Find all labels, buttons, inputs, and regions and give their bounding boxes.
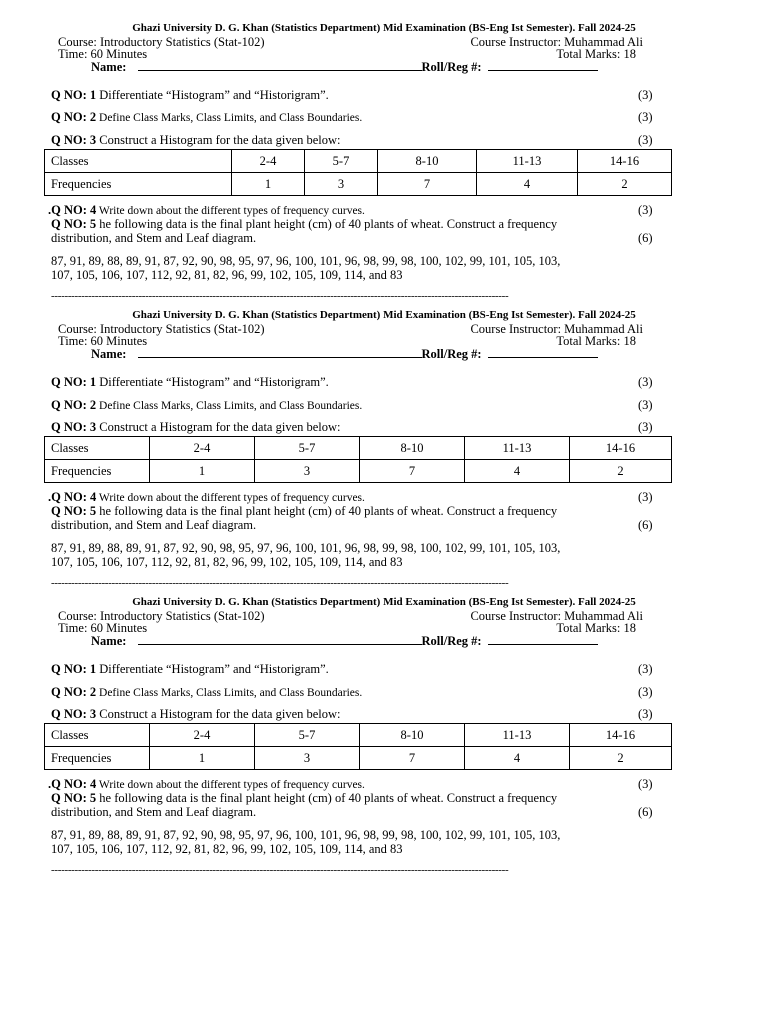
table-cell: 2-4 bbox=[150, 437, 255, 460]
question-3: Q NO: 3 Construct a Histogram for the data given below: bbox=[51, 420, 341, 434]
table-row bbox=[45, 150, 672, 173]
question-4: .Q NO: 4 Write down about the different types of frequency curves. bbox=[48, 203, 365, 217]
exam-title: Ghazi University D. G. Khan (Statistics Department) Mid Examination (BS-Eng Ist Semester). Fall 2024-25 bbox=[132, 22, 636, 34]
exam-paper-2 bbox=[0, 305, 768, 592]
table-cell: 1 bbox=[150, 747, 255, 770]
question-3-marks: (3) bbox=[638, 707, 653, 721]
exam-title: Ghazi University D. G. Khan (Statistics Department) Mid Examination (BS-Eng Ist Semester). Fall 2024-25 bbox=[132, 309, 636, 321]
separator-line: ---------------------------------------------------------------------------------------------------------------------------------------- bbox=[51, 290, 509, 302]
table-row-label: Classes bbox=[45, 150, 232, 173]
question-1: Q NO: 1 Differentiate “Histogram” and “Historigram”. bbox=[51, 662, 329, 676]
table-row-label: Frequencies bbox=[45, 173, 232, 196]
table-row bbox=[45, 173, 672, 196]
table-cell: 7 bbox=[360, 460, 465, 483]
course-instructor: Course Instructor: Muhammad Ali bbox=[470, 609, 643, 623]
question-5: Q NO: 5 he following data is the final plant height (cm) of 40 plants of wheat. Construct a frequency bbox=[51, 217, 558, 231]
course-instructor: Course Instructor: Muhammad Ali bbox=[470, 35, 643, 49]
table-cell: 3 bbox=[255, 747, 360, 770]
question-1: Q NO: 1 Differentiate “Histogram” and “Historigram”. bbox=[51, 88, 329, 102]
question-2: Q NO: 2 Define Class Marks, Class Limits, and Class Boundaries. bbox=[51, 685, 363, 699]
table-cell: 11-13 bbox=[465, 724, 570, 747]
question-2: Q NO: 2 Define Class Marks, Class Limits, and Class Boundaries. bbox=[51, 110, 363, 124]
table-cell: 2-4 bbox=[150, 724, 255, 747]
table-cell: 4 bbox=[477, 173, 578, 196]
frequency-table bbox=[44, 436, 672, 483]
total-marks: Total Marks: 18 bbox=[556, 47, 636, 61]
question-1-marks: (3) bbox=[638, 88, 653, 102]
exam-title: Ghazi University D. G. Khan (Statistics Department) Mid Examination (BS-Eng Ist Semester). Fall 2024-25 bbox=[132, 596, 636, 608]
table-cell: 8-10 bbox=[360, 724, 465, 747]
frequency-table bbox=[44, 149, 672, 196]
question-5-marks: (6) bbox=[638, 518, 653, 532]
table-cell: 2 bbox=[570, 460, 672, 483]
question-2-marks: (3) bbox=[638, 398, 653, 412]
question-1: Q NO: 1 Differentiate “Histogram” and “Historigram”. bbox=[51, 375, 329, 389]
table-cell: 8-10 bbox=[360, 437, 465, 460]
roll-blank[interactable] bbox=[488, 633, 598, 645]
exam-time: Time: 60 Minutes bbox=[58, 334, 148, 348]
name-label: Name: bbox=[91, 634, 127, 648]
table-row-label: Classes bbox=[45, 437, 150, 460]
table-cell: 7 bbox=[378, 173, 477, 196]
exam-time: Time: 60 Minutes bbox=[58, 621, 148, 635]
table-cell: 4 bbox=[465, 747, 570, 770]
table-cell: 14-16 bbox=[578, 150, 672, 173]
question-2-marks: (3) bbox=[638, 110, 653, 124]
total-marks: Total Marks: 18 bbox=[556, 334, 636, 348]
name-blank[interactable] bbox=[138, 346, 422, 358]
exam-paper-1 bbox=[0, 18, 768, 305]
table-cell: 5-7 bbox=[255, 724, 360, 747]
roll-blank[interactable] bbox=[488, 59, 598, 71]
name-label: Name: bbox=[91, 60, 127, 74]
question-3-marks: (3) bbox=[638, 133, 653, 147]
data-line-1: 87, 91, 89, 88, 89, 91, 87, 92, 90, 98, 95, 97, 96, 100, 101, 96, 98, 99, 98, 100, 102, 99, 101, 105, 103, bbox=[51, 254, 561, 268]
roll-blank[interactable] bbox=[488, 346, 598, 358]
roll-label: Roll/Reg #: bbox=[421, 60, 482, 74]
table-cell: 2 bbox=[570, 747, 672, 770]
table-cell: 3 bbox=[255, 460, 360, 483]
course-name: Course: Introductory Statistics (Stat-102) bbox=[58, 35, 265, 49]
question-5-line-2: distribution, and Stem and Leaf diagram. bbox=[51, 518, 257, 532]
table-cell: 8-10 bbox=[378, 150, 477, 173]
frequency-table bbox=[44, 723, 672, 770]
table-cell: 2 bbox=[578, 173, 672, 196]
table-row-label: Frequencies bbox=[45, 747, 150, 770]
name-roll-row bbox=[91, 633, 598, 649]
question-3-marks: (3) bbox=[638, 420, 653, 434]
exam-time: Time: 60 Minutes bbox=[58, 47, 148, 61]
question-5: Q NO: 5 he following data is the final plant height (cm) of 40 plants of wheat. Construct a frequency bbox=[51, 791, 558, 805]
question-4: .Q NO: 4 Write down about the different types of frequency curves. bbox=[48, 777, 365, 791]
table-cell: 11-13 bbox=[465, 437, 570, 460]
data-line-2: 107, 105, 106, 107, 112, 92, 81, 82, 96, 99, 102, 105, 109, 114, and 83 bbox=[51, 842, 403, 856]
data-line-1: 87, 91, 89, 88, 89, 91, 87, 92, 90, 98, 95, 97, 96, 100, 101, 96, 98, 99, 98, 100, 102, 99, 101, 105, 103, bbox=[51, 828, 561, 842]
question-5-marks: (6) bbox=[638, 805, 653, 819]
question-5-marks: (6) bbox=[638, 231, 653, 245]
table-cell: 2-4 bbox=[232, 150, 305, 173]
question-3: Q NO: 3 Construct a Histogram for the data given below: bbox=[51, 133, 341, 147]
name-roll-row bbox=[91, 346, 598, 362]
name-blank[interactable] bbox=[138, 59, 422, 71]
table-cell: 3 bbox=[305, 173, 378, 196]
table-row bbox=[45, 437, 672, 460]
question-4-marks: (3) bbox=[638, 777, 653, 791]
table-row bbox=[45, 747, 672, 770]
table-cell: 4 bbox=[465, 460, 570, 483]
course-name: Course: Introductory Statistics (Stat-102) bbox=[58, 322, 265, 336]
course-instructor: Course Instructor: Muhammad Ali bbox=[470, 322, 643, 336]
table-cell: 1 bbox=[150, 460, 255, 483]
data-line-1: 87, 91, 89, 88, 89, 91, 87, 92, 90, 98, 95, 97, 96, 100, 101, 96, 98, 99, 98, 100, 102, 99, 101, 105, 103, bbox=[51, 541, 561, 555]
question-5-line-2: distribution, and Stem and Leaf diagram. bbox=[51, 805, 257, 819]
data-line-2: 107, 105, 106, 107, 112, 92, 81, 82, 96, 99, 102, 105, 109, 114, and 83 bbox=[51, 555, 403, 569]
separator-line: ---------------------------------------------------------------------------------------------------------------------------------------- bbox=[51, 864, 509, 876]
table-row-label: Frequencies bbox=[45, 460, 150, 483]
question-4-marks: (3) bbox=[638, 203, 653, 217]
roll-label: Roll/Reg #: bbox=[421, 347, 482, 361]
question-1-marks: (3) bbox=[638, 375, 653, 389]
exam-paper-3 bbox=[0, 592, 768, 879]
question-1-marks: (3) bbox=[638, 662, 653, 676]
question-2-marks: (3) bbox=[638, 685, 653, 699]
table-cell: 5-7 bbox=[255, 437, 360, 460]
table-row bbox=[45, 460, 672, 483]
question-4: .Q NO: 4 Write down about the different types of frequency curves. bbox=[48, 490, 365, 504]
separator-line: ---------------------------------------------------------------------------------------------------------------------------------------- bbox=[51, 577, 509, 589]
table-cell: 7 bbox=[360, 747, 465, 770]
name-blank[interactable] bbox=[138, 633, 422, 645]
course-name: Course: Introductory Statistics (Stat-102) bbox=[58, 609, 265, 623]
table-cell: 5-7 bbox=[305, 150, 378, 173]
question-5: Q NO: 5 he following data is the final plant height (cm) of 40 plants of wheat. Construct a frequency bbox=[51, 504, 558, 518]
table-cell: 14-16 bbox=[570, 437, 672, 460]
roll-label: Roll/Reg #: bbox=[421, 634, 482, 648]
table-row bbox=[45, 724, 672, 747]
question-5-line-2: distribution, and Stem and Leaf diagram. bbox=[51, 231, 257, 245]
question-3: Q NO: 3 Construct a Histogram for the data given below: bbox=[51, 707, 341, 721]
data-line-2: 107, 105, 106, 107, 112, 92, 81, 82, 96, 99, 102, 105, 109, 114, and 83 bbox=[51, 268, 403, 282]
table-cell: 14-16 bbox=[570, 724, 672, 747]
table-cell: 11-13 bbox=[477, 150, 578, 173]
question-4-marks: (3) bbox=[638, 490, 653, 504]
table-row-label: Classes bbox=[45, 724, 150, 747]
total-marks: Total Marks: 18 bbox=[556, 621, 636, 635]
table-cell: 1 bbox=[232, 173, 305, 196]
name-roll-row bbox=[91, 59, 598, 75]
question-2: Q NO: 2 Define Class Marks, Class Limits, and Class Boundaries. bbox=[51, 398, 363, 412]
name-label: Name: bbox=[91, 347, 127, 361]
